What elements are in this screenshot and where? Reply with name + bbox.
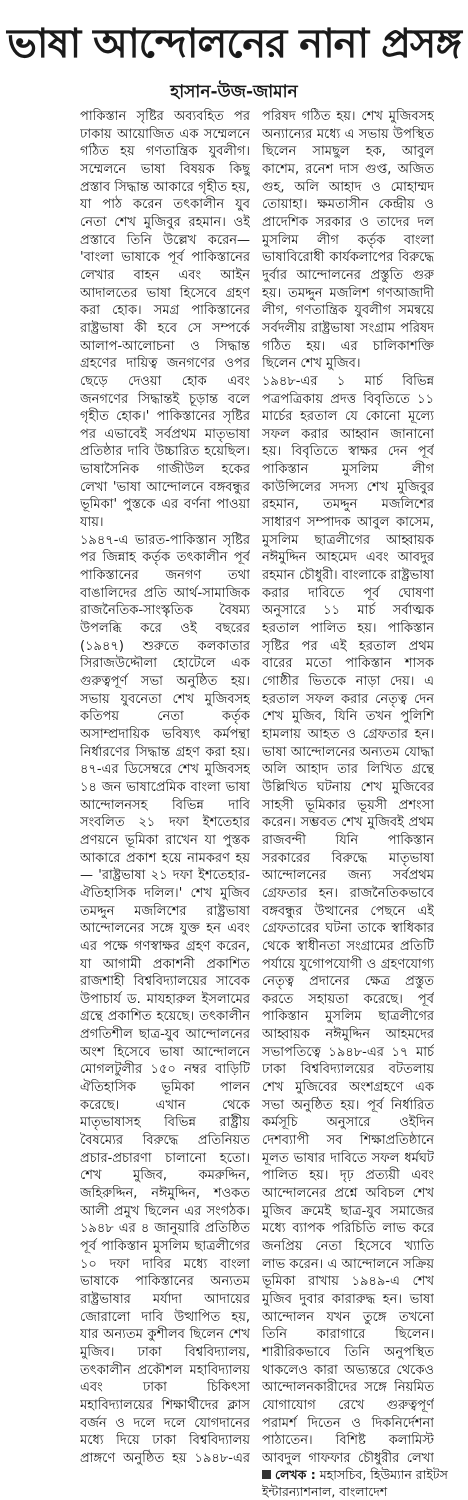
article-paragraph: ১৯৪৮-এর ১ মার্চ বিভিন্ন পত্রপত্রিকায় প্রদত্ত বিবৃতিতে ১১ মার্চের হরতাল যে কোনো মূল্যে সফল করার আহ্বান জানানো হয়। বিবৃতিতে স্বাক্ষর দেন পূর্ব পাকিস্তান মুসলিম লীগ কাউন্সিলের সদস্য শেখ মুজিবুর রহমান, তমদ্দুন মজলিশের সাধারণ সম্পাদক আবুল কাসেম, মুসলিম ছাত্রলীগের আহ্বায়ক নঈমুদ্দিন আহমেদ এবং আবদুর রহমান চৌধুরী। বাংলাকে রাষ্ট্রভাষা করার দাবিতে পূর্ব ঘোষণা অনুসারে ১১ মার্চ সর্বাত্মক হরতাল পালিত হয়। পাকিস্তান সৃষ্টির পর এই হরতাল প্রথম বারের মতো পাকিস্তান শাসক গোষ্ঠীর ভিতকে নাড়া দেয়। এ হরতাল সফল করার নেতৃত্ব দেন শেখ মুজিব, যিনি তখন পুলিশি হামলায় আহত ও গ্রেফতার হন। ভাষা আন্দোলনের অন্যতম যোদ্ধা অলি আহাদ তার লিখিত গ্রন্থে উল্লিখিত ঘটনায় শেখ মুজিবের সাহসী ভূমিকার ভূয়সী প্রশংসা করেন। সম্ভবত শেখ মুজিবই প্রথম রাজবন্দী যিনি পাকিস্তান সরকারের বিরুদ্ধে মাতৃভাষা আন্দোলনের জন্য সর্বপ্রথম গ্রেফতার হন। রাজনৈতিকভাবে বঙ্গবন্ধুর উত্থানের পেছনে এই গ্রেফতারের ঘটনা তাকে স্বাধিকার থেকে স্বাধীনতা সংগ্রামের প্রতিটি পর্যায়ে যুগোপযোগী ও গ্রহণযোগ্য নেতৃত্ব প্রদানের ক্ষেত্র প্রস্তুত করতে সহায়তা করেছে। পূর্ব পাকিস্তান মুসলিম ছাত্রলীগের আহ্বায়ক নঈমুদ্দিন আহমদের সভাপতিত্বে ১৯৪৮-এর ১৭ মার্চ ঢাকা বিশ্ববিদ্যালয়ের বটতলায় শেখ মুজিবের অংশগ্রহণে এক সভা অনুষ্ঠিত হয়। পূর্ব নির্ধারিত কর্মসূচি অনুসারে ওইদিন দেশব্যাপী সব শিক্ষাপ্রতিষ্ঠানে মূলত ভাষার দাবিতে সফল ধর্মঘট পালিত হয়। দৃঢ় প্রত্যয়ী এবং আন্দোলনের প্রশ্নে অবিচল শেখ মুজিব ক্রমেই ছাত্র-যুব সমাজের মধ্যে ব্যাপক পরিচিতি লাভ করে জনপ্রিয় নেতা হিসেবে খ্যাতি লাভ করেন। এ আন্দোলনে সক্রিয় ভূমিকা রাখায় ১৯৪৯-এ শেখ মুজিব দুবার কারারুদ্ধ হন। ভাষা আন্দোলন যখন তুঙ্গে তখনো তিনি কারাগারে ছিলেন। শারীরিকভাবে তিনি অনুপস্থিত থাকলেও কারা অভ্যন্তরে থেকেও আন্দোলনকারীদের সঙ্গে নিয়মিত যোগাযোগ রেখে গুরুত্বপূর্ণ পরামর্শ দিতেন ও দিকনির্দেশনা পাঠাতেন। বিশিষ্ট কলামিস্ট আবদুল গাফফার চৌধুরীর লেখা (262, 373, 434, 1466)
author-note-text: মহাসচিব, হিউম্যান রাইটস ইন্টারন্যাশনাল, বাংলাদেশ (262, 1467, 448, 1499)
article-paragraph: পরিষদ গঠিত হয়। শেখ মুজিবসহ অন্যান্যের মধ্যে এ সভায় উপস্থিত ছিলেন সামছুল হক, আবুল কাশেম, রনেশ দাস গুপ্ত, অজিত গুহ, অলি আহাদ ও মোহাম্মদ তোয়াহা। ক্ষমতাসীন কেন্দ্রীয় ও প্রাদেশিক সরকার ও তাদের দল মুসলিম লীগ কর্তৃক বাংলা ভাষাবিরোধী কার্যকলাপের বিরুদ্ধে দুর্বার আন্দোলনের প্রস্তুতি গুরু হয়। তমদ্দুন মজলিশ গণআজাদী লীগ, গণতান্ত্রিক যুবলীগ সমন্বয়ে সর্বদলীয় রাষ্ট্রভাষা সংগ্রাম পরিষদ গঠিত হয়। এর চালিকাশক্তি ছিলেন শেখ মুজিব। (262, 109, 434, 372)
article-paragraph: ১৯৪৭-এ ভারত-পাকিস্তান সৃষ্টির পর জিন্নাহ কর্তৃক তৎকালীন পূর্ব পাকিস্তানের জনগণ তথা বাঙালিদের প্রতি আর্থ-সামাজিক রাজনৈতিক-সাংস্কৃতিক বৈষম্য উপলব্ধি করে ওই বছরের (১৯৪৭) শুরুতে কলকাতার সিরাজউদ্দৌলা হোটেলে এক গুরুত্বপূর্ণ সভা অনুষ্ঠিত হয়। সভায় যুবনেতা শেখ মুজিবসহ কতিপয় নেতা কর্তৃক অসাম্প্রদায়িক ভবিষ্যৎ কর্মপন্থা নির্ধারণের সিদ্ধান্ত গ্রহণ করা হয়। ৪৭-এর ডিসেম্বরে শেখ মুজিবসহ ১৪ জন ভাষাপ্রেমিক বাংলা ভাষা আন্দোলনসহ বিভিন্ন দাবি সংবলিত ২১ দফা ইশতেহার প্রণয়নে ভূমিকা রাখেন যা পুস্তক আকারে প্রকাশ হয়ে নামকরণ হয়— 'রাষ্ট্রভাষা ২১ দফা ইশতেহার-ঐতিহাসিক দলিল।' শেখ মুজিব তমদ্দুন মজলিশের রাষ্ট্রভাষা আন্দোলনের সঙ্গে যুক্ত হন এবং এর পক্ষে গণস্বাক্ষর গ্রহণ করেন, যা আগামী প্রকাশনী প্রকাশিত রাজশাহী বিশ্ববিদ্যালয়ের সাবেক উপাচার্য ড. মাযহারুল ইসলামের গ্রন্থে প্রকাশিত হয়েছে। তৎকালীন প্রগতিশীল ছাত্র-যুব আন্দোলনের অংশ হিসেবে ভাষা আন্দোলনে মোগলটুলীর ১৫০ নম্বর বাড়িটি ঐতিহাসিক ভূমিকা পালন করেছে। এখান থেকে মাতৃভাষাসহ বিভিন্ন রাষ্ট্রীয় বৈষম্যের বিরুদ্ধে প্রতিনিয়ত প্রচার-প্রচারণা চালানো হতো। শেখ মুজিব, কমরুদ্দিন, জহিরুদ্দিন, নঈমুদ্দিন, শওকত আলী প্রমুখ ছিলেন এর সংগঠক। ১৯৪৮ এর ৪ জানুয়ারি প্রতিষ্ঠিত পূর্ব পাকিস্তান মুসলিম ছাত্রলীগের ১০ দফা দাবির মধ্যে বাংলা ভাষাকে পাকিস্তানের অন্যতম রাষ্ট্রভাষার মর্যাদা আদায়ের জোরালো দাবি উত্থাপিত হয়, যার অন্যতম কুশীলব ছিলেন শেখ মুজিব। ঢাকা বিশ্ববিদ্যালয়, তৎকালীন প্রকৌশল মহাবিদ্যালয় এবং ঢাকা চিকিৎসা মহাবিদ্যালয়ের শিক্ষার্থীদের ক্লাস বর্জন ও দলে দলে যোগদানের মধ্যে দিয়ে ঢাকা বিশ্ববিদ্যালয় প্রাঙ্গণে অনুষ্ঠিত হয় ১৯৪৮-এর (80, 532, 250, 1466)
square-bullet-icon (262, 1470, 271, 1479)
author-byline: হাসান-উজ-জামান (170, 82, 298, 102)
article-paragraph: পাকিস্তান সৃষ্টির অব্যবহিত পর ঢাকায় আয়োজিত এক সম্মেলনে গঠিত হয় গণতান্ত্রিক যুবলীগ। সম্মেলনে ভাষা বিষয়ক কিছু প্রস্তাব সিদ্ধান্ত আকারে গৃহীত হয়, যা পাঠ করেন তৎকালীন যুব নেতা শেখ মুজিবুর রহমান। ওই প্রস্তাবে তিনি উল্লেখ করেন— 'বাংলা ভাষাকে পূর্ব পাকিস্তানের লেখার বাহন এবং আইন আদালতের ভাষা হিসেবে গ্রহণ করা হোক। সমগ্র পাকিস্তানের রাষ্ট্রভাষা কী হবে সে সম্পর্কে আলাপ-আলোচনা ও সিদ্ধান্ত গ্রহণের দায়িত্ব জনগণের ওপর ছেড়ে দেওয়া হোক এবং জনগণের সিদ্ধান্তই চূড়ান্ত বলে গৃহীত হোক।' পাকিস্তানের সৃষ্টির পর এভাবেই সর্বপ্রথম মাতৃভাষা প্রতিষ্ঠার দাবি উচ্চারিত হয়েছিল। ভাষাসৈনিক গাজীউল হকের লেখা 'ভাষা আন্দোলনে বঙ্গবন্ধুর ভূমিকা' পুস্তকে এর বর্ণনা পাওয়া যায়। (80, 109, 250, 531)
author-note-label: লেখক : (275, 1467, 316, 1482)
article-column-left (80, 108, 250, 1468)
article-column-right (262, 108, 434, 1468)
author-note (262, 1466, 458, 1500)
article-headline: ভাষা আন্দোলনের নানা প্রসঙ্গ (7, 21, 461, 67)
